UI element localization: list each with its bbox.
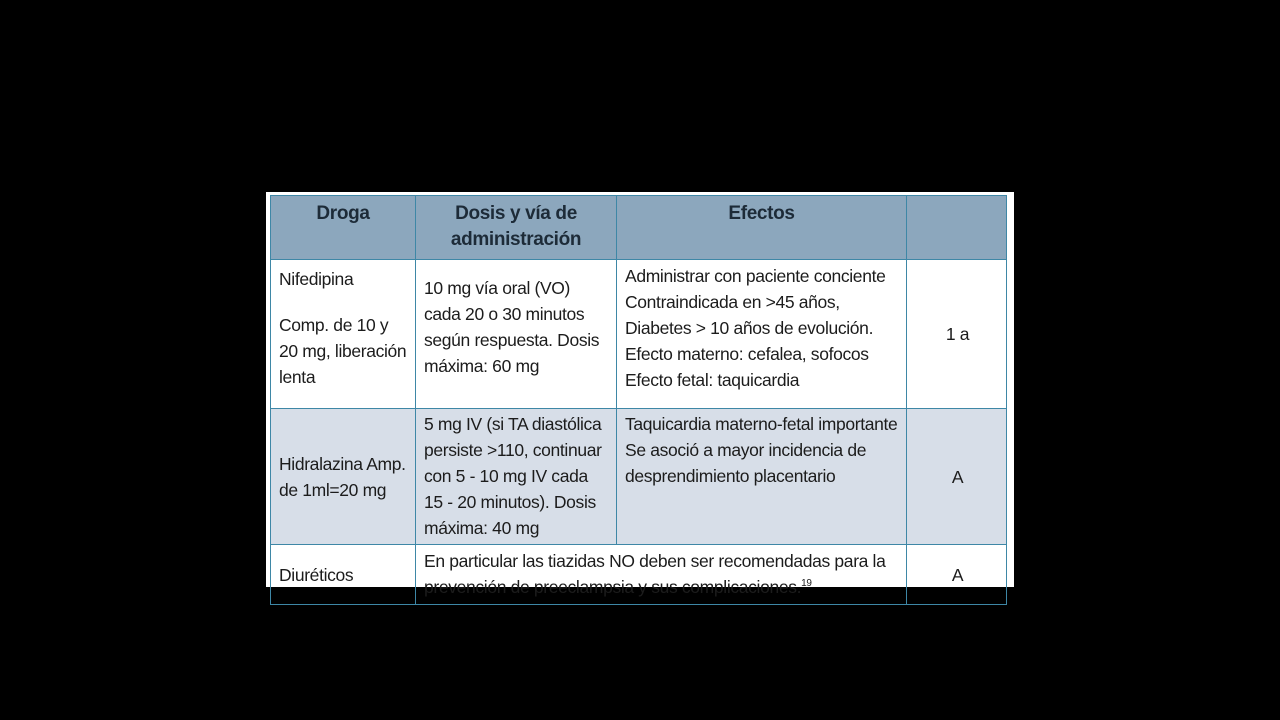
cell-line: Contraindicada en >45 años, [625,292,840,312]
header-dosis-line: Dosis y vía de [455,203,577,224]
cell-line: desprendimiento placentario [625,466,836,486]
cell-grado: 1 a [907,260,1007,409]
cell-line: Taquicardia materno-fetal importante [625,414,898,434]
cell-grado: A [907,409,1007,545]
header-dosis [416,196,617,260]
cell-droga [271,260,416,409]
cell-droga: Diuréticos [271,545,416,605]
cell-line: Administrar con paciente conciente [625,266,886,286]
cell-line-text: prevención de preeclampsia y sus complicaciones. [424,577,802,597]
table-row [271,409,1007,545]
drug-table [270,195,1007,605]
header-droga: Droga [271,196,416,260]
cell-line: Efecto fetal: taquicardia [625,370,800,390]
cell-line: 5 mg IV (si TA diastólica [424,414,602,434]
cell-line: 15 - 20 minutos). Dosis [424,492,596,512]
cell-line: Nifedipina [279,269,354,289]
reference-superscript: 19 [801,578,812,590]
cell-line: máxima: 60 mg [424,356,540,376]
cell-line: Diabetes > 10 años de evolución. [625,318,874,338]
document-page [266,192,1014,597]
cell-efectos [617,409,907,545]
cell-droga [271,409,416,545]
cell-line: cada 20 o 30 minutos [424,304,585,324]
cell-line: 10 mg vía oral (VO) [424,278,571,298]
cell-line: persiste >110, continuar [424,440,602,460]
header-grado [907,196,1007,260]
table-row [271,545,1007,605]
cell-line: según respuesta. Dosis [424,330,600,350]
cell-line [424,574,900,600]
cell-line: con 5 - 10 mg IV cada [424,466,588,486]
header-dosis-line: administración [450,229,582,250]
cell-line: lenta [279,367,316,387]
cell-dosis [416,409,617,545]
cell-line: 20 mg, liberación [279,341,407,361]
cell-line: Hidralazina Amp. [279,453,406,474]
header-row [271,196,1007,260]
cell-line: Efecto materno: cefalea, sofocos [625,344,869,364]
table-row [271,260,1007,409]
cell-line: Comp. de 10 y [279,315,389,335]
header-efectos: Efectos [617,196,907,260]
cell-efectos [617,260,907,409]
cell-line: Se asoció a mayor incidencia de [625,440,867,460]
cell-dosis [416,260,617,409]
cell-line: de 1ml=20 mg [279,479,387,500]
cell-merged-note [416,545,907,605]
cell-line: máxima: 40 mg [424,518,540,538]
cell-line: En particular las tiazidas NO deben ser recomendadas para la [424,551,886,571]
cell-grado: A [907,545,1007,605]
